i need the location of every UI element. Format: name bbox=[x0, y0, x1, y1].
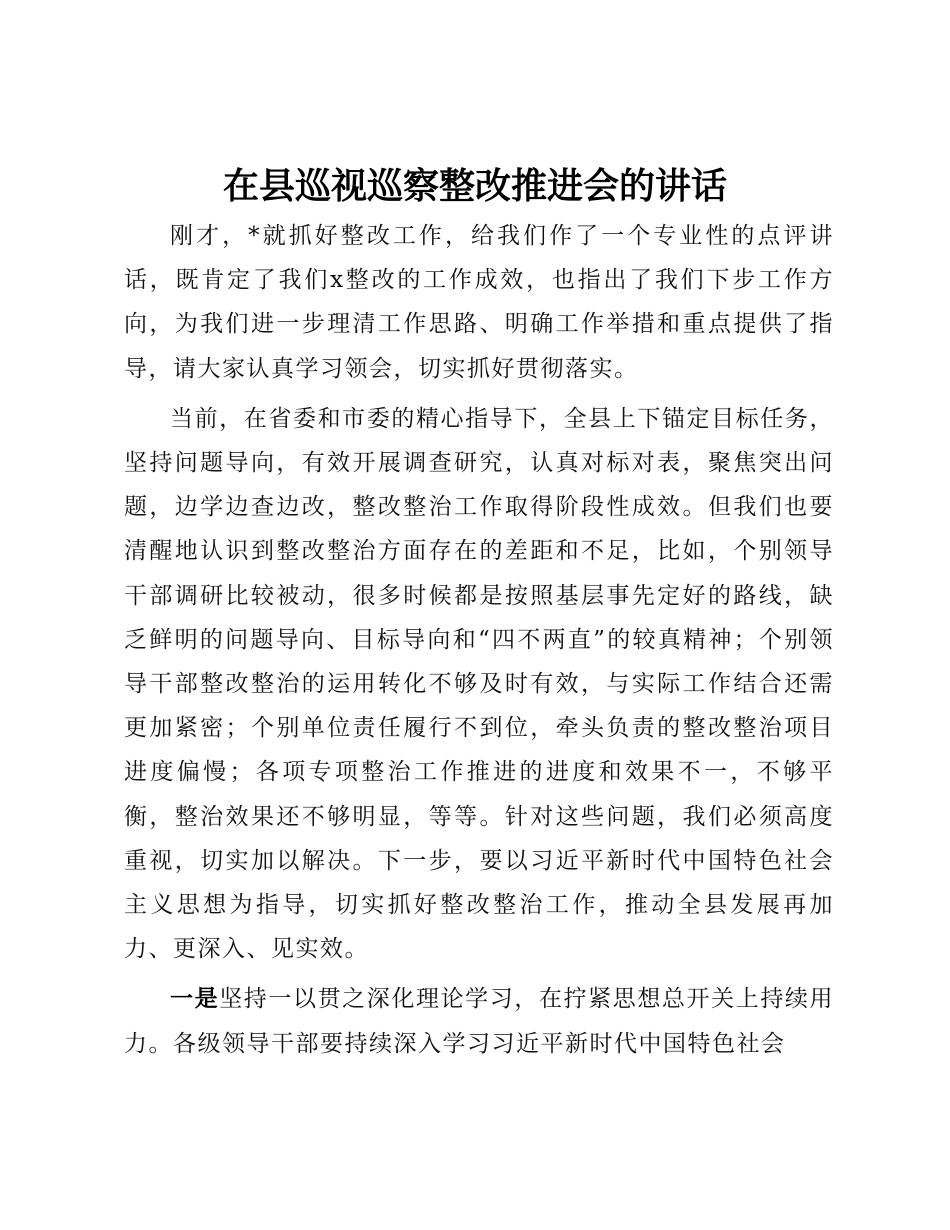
paragraph-2-text: 当前，在省委和市委的精心指导下，全县上下锚定目标任务，坚持问题导向，有效开展调查研究，认真对标对表，聚焦突出问题，边学边查边改，整改整治工作取得阶段性成效。但我们也要清醒地认识到整改整治方面存在的差距和不足，比如，个别领导干部调研比较被动，很多时候都是按照基层事先定好的路线，缺乏鲜明的问题导向、目标导向和“四不两直”的较真精神；个别领导干部整改整治的运用转化不够及时有效，与实际工作结合还需更加紧密；个别单位责任履行不到位，牵头负责的整改整治项目进度偏慢；各项专项整治工作推进的进度和效果不一，不够平衡，整治效果还不够明显，等等。针对这些问题，我们必须高度重视，切实加以解决。下一步，要以习近平新时代中国特色社会主义思想为指导，切实抓好整改整治工作，推动全县发展再加力、更深入、见实效。 bbox=[124, 405, 834, 963]
paragraph-3 bbox=[124, 977, 834, 1065]
paragraph-3-text: 坚持一以贯之深化理论学习，在拧紧思想总开关上持续用力。各级领导干部要持续深入学习习近平新时代中国特色社会 bbox=[124, 986, 835, 1057]
paragraph-2 bbox=[124, 397, 834, 972]
paragraph-1 bbox=[124, 214, 834, 391]
paragraph-3-lead: 一是 bbox=[170, 985, 220, 1013]
document-title: 在县巡视巡察整改推进会的讲话 bbox=[222, 165, 727, 207]
document-body bbox=[124, 214, 834, 1072]
paragraph-1-text: 刚才，*就抓好整改工作，给我们作了一个专业性的点评讲话，既肯定了我们x整改的工作成效，也指出了我们下步工作方向，为我们进一步理清工作思路、明确工作举措和重点提供了指导，请大家认真学习领会，切实抓好贯彻落实。 bbox=[124, 223, 834, 382]
